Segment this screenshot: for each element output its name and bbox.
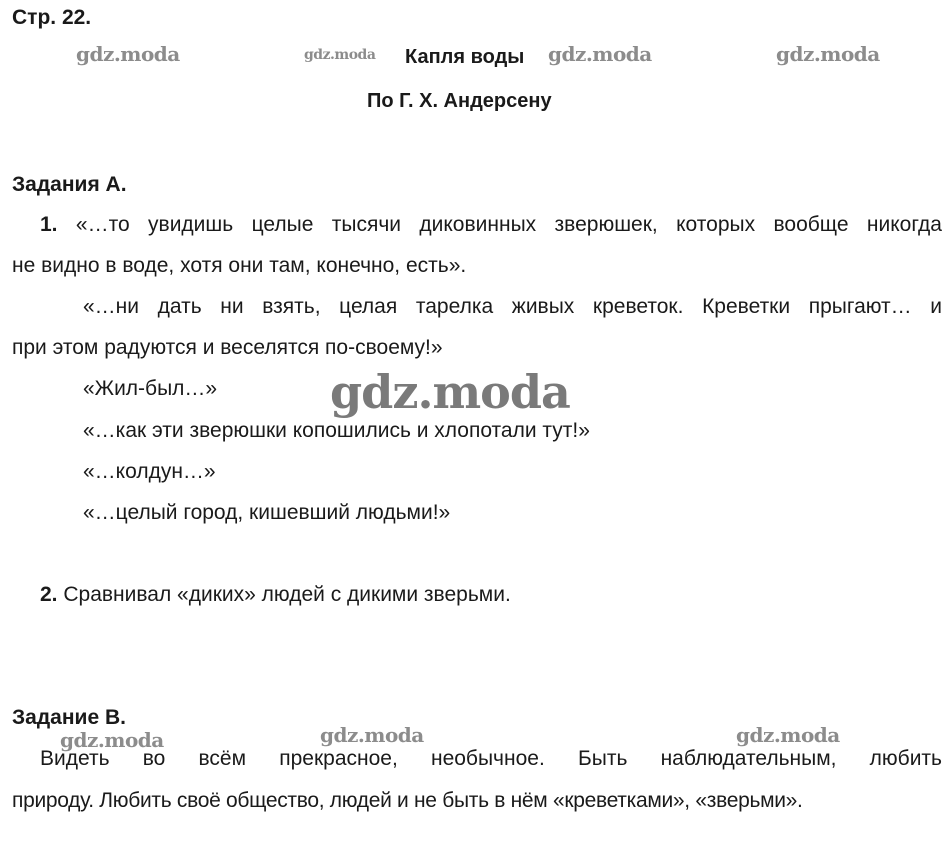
task1-quote2-line2: при этом радуются и веселятся по-своему!»: [12, 336, 443, 359]
watermark: gdz.moda: [776, 42, 880, 66]
task1-quote1-line1: [40, 213, 942, 237]
watermark: gdz.moda: [320, 723, 424, 747]
task1-quote2-line1: «…ни дать ни взять, целая тарелка живых креветок. Креветки прыгают… и: [83, 295, 942, 318]
task2-text: Сравнивал «диких» людей с дикими зверьми.: [63, 583, 511, 606]
task2-number: 2.: [40, 583, 58, 606]
task1-quote1-line2: не видно в воде, хотя они там, конечно, есть».: [12, 254, 467, 277]
section-a-heading: Задания А.: [12, 173, 127, 196]
watermark: gdz.moda: [736, 723, 840, 747]
page-title: Капля воды: [405, 46, 525, 68]
watermark: gdz.moda: [548, 42, 652, 66]
task1-number: 1.: [40, 213, 58, 236]
section-b-line2: природу. Любить своё общество, людей и не быть в нём «креветками», «зверьми».: [12, 789, 803, 812]
task1-quote1-text: «…то увидишь целые тысячи диковинных зверюшек, которых вообще никогда: [75, 213, 942, 236]
section-b-heading: Задание В.: [12, 706, 126, 729]
section-b-line1: Видеть во всём прекрасное, необычное. Быть наблюдательным, любить: [40, 747, 942, 770]
page-label: Стр. 22.: [12, 6, 92, 29]
watermark: gdz.moda: [304, 47, 376, 63]
page-subtitle: По Г. Х. Андерсену: [367, 90, 552, 112]
task1-quote4: «…как эти зверюшки копошились и хлопотали тут!»: [83, 419, 590, 442]
watermark-large: gdz.moda: [330, 365, 570, 419]
watermark: gdz.moda: [60, 728, 164, 752]
task1-quote3: «Жил-был…»: [83, 377, 218, 400]
task2-line: [40, 583, 511, 607]
watermark: gdz.moda: [76, 42, 180, 66]
task1-quote6: «…целый город, кишевший людьми!»: [83, 501, 451, 524]
task1-quote5: «…колдун…»: [83, 460, 216, 483]
